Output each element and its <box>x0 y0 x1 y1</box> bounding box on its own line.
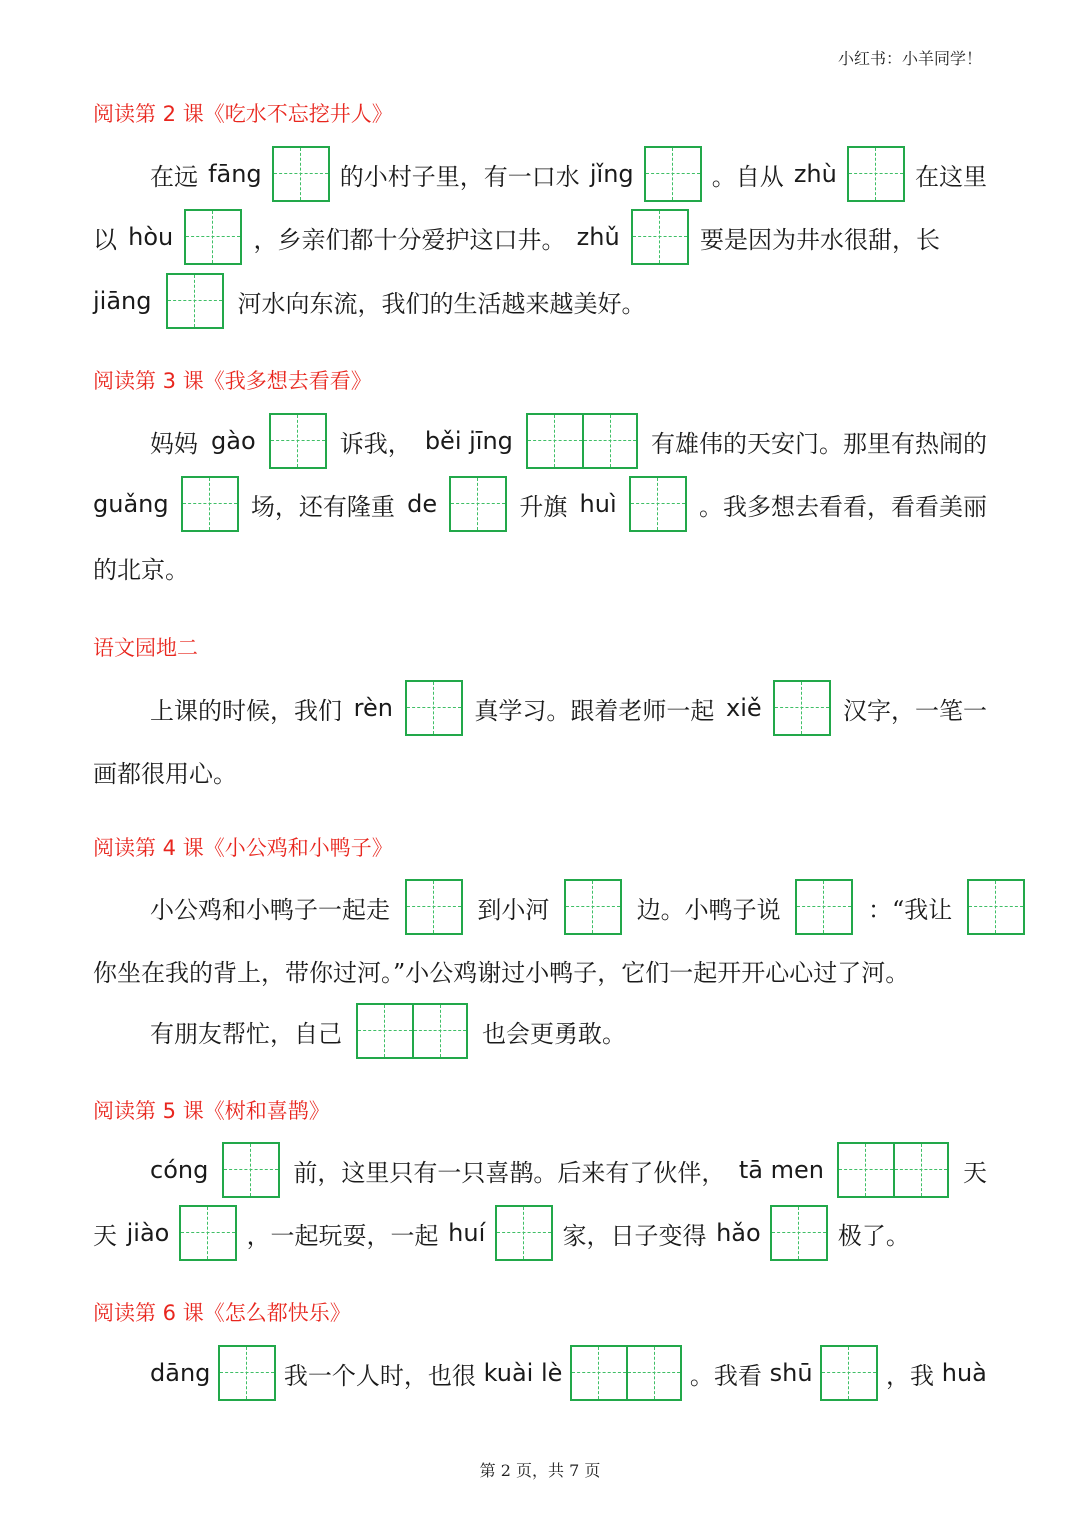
brand-watermark: 小红书：小羊同学！ <box>837 49 982 68</box>
text-line: jiāng 河水向东流，我们的生活越来越美好。 <box>93 271 646 331</box>
text-line: cóng 前，这里只有一只喜鹊。后来有了伙伴， tā men 天 <box>150 1140 987 1200</box>
writing-box-double[interactable] <box>570 1345 682 1401</box>
text-line: 上课的时候，我们 rèn 真学习。跟着老师一起 xiě 汉字，一笔一 <box>150 678 987 738</box>
text-line: 画都很用心。 <box>93 759 237 788</box>
writing-box[interactable] <box>644 146 702 202</box>
text-line: guǎng 场，还有隆重 de 升旗 huì 。我多想去看看，看看美丽 <box>93 474 987 534</box>
writing-box[interactable] <box>218 1345 276 1401</box>
writing-box[interactable] <box>847 146 905 202</box>
section-title: 阅读第 4 课《小公鸡和小鸭子》 <box>93 836 393 860</box>
writing-box[interactable] <box>773 680 831 736</box>
writing-box[interactable] <box>967 879 1025 935</box>
writing-box[interactable] <box>181 476 239 532</box>
text-line: 的北京。 <box>93 555 189 584</box>
section-title: 阅读第 6 课《怎么都快乐》 <box>93 1301 351 1325</box>
writing-box[interactable] <box>405 680 463 736</box>
writing-box[interactable] <box>820 1345 878 1401</box>
writing-box-double[interactable] <box>837 1142 949 1198</box>
text-line: 有朋友帮忙，自己 也会更勇敢。 <box>150 1001 626 1061</box>
text-line: 在远 fāng 的小村子里，有一口水 jǐng 。自从 zhù 在这里 <box>150 144 987 204</box>
section-title: 语文园地二 <box>93 636 198 660</box>
writing-box[interactable] <box>495 1205 553 1261</box>
writing-box-double[interactable] <box>526 413 638 469</box>
writing-box[interactable] <box>179 1205 237 1261</box>
writing-box[interactable] <box>272 146 330 202</box>
writing-box[interactable] <box>405 879 463 935</box>
writing-box[interactable] <box>564 879 622 935</box>
writing-box[interactable] <box>770 1205 828 1261</box>
text-line: 小公鸡和小鸭子一起走 到小河 边。小鸭子说 ：“我让 <box>150 877 1025 937</box>
writing-box[interactable] <box>629 476 687 532</box>
section-title: 阅读第 5 课《树和喜鹊》 <box>93 1099 330 1123</box>
writing-box[interactable] <box>222 1142 280 1198</box>
text-line: 妈妈 gào 诉我， běi jīng 有雄伟的天安门。那里有热闹的 <box>150 411 987 471</box>
section-title: 阅读第 2 课《吃水不忘挖井人》 <box>93 102 393 126</box>
text-line: 以 hòu ，乡亲们都十分爱护这口井。 zhǔ 要是因为井水很甜，长 <box>93 207 940 267</box>
writing-box[interactable] <box>166 273 224 329</box>
text-line: dāng 我一个人时，也很 kuài lè 。我看 shū ，我 huà <box>150 1343 987 1403</box>
writing-box[interactable] <box>269 413 327 469</box>
writing-box-double[interactable] <box>356 1003 468 1059</box>
section-title: 阅读第 3 课《我多想去看看》 <box>93 369 372 393</box>
writing-box[interactable] <box>631 209 689 265</box>
writing-box[interactable] <box>795 879 853 935</box>
page-number: 第 2 页，共 7 页 <box>479 1461 601 1480</box>
writing-box[interactable] <box>449 476 507 532</box>
writing-box[interactable] <box>184 209 242 265</box>
text-line: 天 jiào ，一起玩耍，一起 huí 家，日子变得 hǎo 极了。 <box>93 1203 910 1263</box>
text-line: 你坐在我的背上，带你过河。”小公鸡谢过小鸭子，它们一起开开心心过了河。 <box>93 958 910 987</box>
